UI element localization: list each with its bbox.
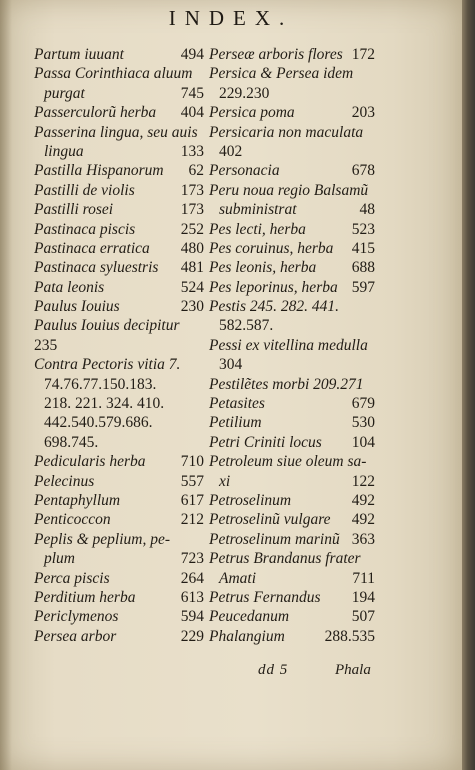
index-entry (34, 473, 204, 492)
index-entry (34, 628, 204, 647)
index-entry (34, 259, 204, 278)
index-entry (34, 356, 204, 375)
index-entry (34, 531, 204, 550)
index-entry (209, 550, 375, 569)
index-entry-page-number: 404 (180, 104, 204, 122)
index-entry (209, 298, 375, 317)
index-entry-page-number: 492 (351, 511, 375, 529)
index-entry-term: Persica & Persea idem (209, 65, 354, 83)
index-entry (34, 414, 204, 433)
index-entry-term: Petroleum siue oleum sa- (209, 453, 367, 471)
index-entry-page-number: 745 (180, 84, 204, 102)
index-entry (209, 376, 375, 395)
index-entry-term: Perseæ arboris flores (209, 46, 343, 63)
index-entry-page-number: 62 (188, 162, 204, 180)
index-entry-term: 235 (34, 336, 58, 354)
index-entry (209, 182, 375, 201)
index-entry-term: Pessi ex vitellina medulla (209, 336, 368, 354)
index-entry-term: Petrus Fernandus (209, 588, 321, 606)
index-entry-page-number: 524 (180, 278, 204, 296)
index-entry-term: Pes coruinus, herba (209, 239, 334, 257)
index-entry (34, 162, 204, 181)
index-entry-page-number: 194 (351, 588, 375, 606)
index-entry (34, 124, 204, 143)
index-entry-term: Petasites (209, 395, 265, 413)
index-entry-term: Pentaphyllum (34, 491, 121, 509)
index-entry-term: Amati (219, 569, 257, 587)
index-entry (34, 104, 204, 123)
index-entry-term: 402 (219, 142, 243, 160)
index-entry (209, 201, 375, 220)
index-entry-term: 74.76.77.150.183. (44, 375, 157, 393)
page-edge (462, 0, 475, 770)
index-entry-term: 582.587. (219, 317, 274, 335)
index-entry-page-number: 172 (351, 46, 375, 63)
index-entry (34, 453, 204, 472)
index-entry (34, 182, 204, 201)
index-entry (209, 240, 375, 259)
index-entry (34, 143, 204, 162)
index-entry (209, 65, 375, 84)
index-entry (34, 240, 204, 259)
index-entry-page-number: 230 (180, 298, 204, 316)
index-entry (209, 473, 375, 492)
index-entry-term: Pes leporinus, herba (209, 278, 338, 296)
index-entry-page-number: 507 (351, 608, 375, 626)
index-entry-term: 442.540.579.686. (44, 414, 153, 432)
index-entry-page-number: 711 (352, 569, 375, 587)
index-entry-page-number: 363 (351, 530, 375, 548)
index-entry-page-number: 613 (180, 588, 204, 606)
index-column-left (34, 46, 204, 647)
index-entry (209, 492, 375, 511)
page-footer (0, 662, 462, 682)
index-entry-term: Partum iuuant (34, 46, 124, 63)
index-entry (34, 570, 204, 589)
index-entry-term: Periclymenos (34, 608, 119, 626)
index-entry-page-number: 173 (180, 201, 204, 219)
index-entry-page-number: 723 (180, 550, 204, 568)
index-entry-page-number: 212 (180, 511, 204, 529)
index-entry-term: Petri Criniti locus (209, 433, 322, 451)
index-entry (209, 608, 375, 627)
index-column-right (209, 46, 375, 647)
index-entry-term: Passa Corinthiaca aluum (34, 65, 193, 83)
index-entry-term: Pastilli de violis (34, 181, 135, 199)
index-entry-term: Petroselinũ vulgare (209, 511, 331, 529)
index-entry-page-number: 617 (180, 491, 204, 509)
index-entry (34, 492, 204, 511)
signature-mark: dd 5 (258, 662, 289, 678)
index-entry (209, 317, 375, 336)
index-entry (209, 162, 375, 181)
index-entry-term: Pastinaca erratica (34, 239, 150, 257)
index-entry-term: Pastilli rosei (34, 201, 114, 219)
index-entry-page-number: 492 (351, 491, 375, 509)
index-entry (209, 511, 375, 530)
index-entry-term: Passerculorũ herba (34, 104, 157, 122)
index-entry (34, 376, 204, 395)
index-entry-term: Persica poma (209, 104, 295, 122)
index-entry (209, 570, 375, 589)
index-entry (209, 434, 375, 453)
index-entry-term: Peplis & peplium, pe- (34, 530, 171, 548)
index-entry-term: Petrus Brandanus frater (209, 550, 361, 568)
index-entry-term: Phalangium (209, 627, 285, 645)
index-entry-term: Perca piscis (34, 569, 110, 587)
index-entry-term: Persea arbor (34, 627, 117, 645)
index-entry-term: Pastilla Hispanorum (34, 162, 164, 180)
index-entry-term: Peucedanum (209, 608, 290, 626)
index-entry-term: Petilium (209, 414, 262, 432)
index-entry (209, 221, 375, 240)
index-entry-page-number: 597 (351, 278, 375, 296)
index-entry-term: 698.745. (44, 433, 99, 451)
index-entry (209, 414, 375, 433)
index-entry-page-number: 481 (180, 259, 204, 277)
index-entry-term: 218. 221. 324. 410. (44, 395, 165, 413)
index-entry (34, 201, 204, 220)
index-entry-page-number: 415 (351, 239, 375, 257)
index-entry-term: plum (44, 550, 75, 568)
index-entry-page-number: 679 (351, 395, 375, 413)
index-entry-page-number: 530 (351, 414, 375, 432)
catchword: Phala (335, 662, 371, 678)
index-entry (209, 589, 375, 608)
index-entry (209, 279, 375, 298)
index-entry-term: Pestilẽtes morbi 209.271 (209, 375, 364, 393)
index-entry (34, 85, 204, 104)
index-entry (209, 124, 375, 143)
index-entry (209, 143, 375, 162)
index-entry (209, 104, 375, 123)
index-entry-page-number: 678 (351, 162, 375, 180)
index-entry-page-number: 557 (180, 472, 204, 490)
index-entry-term: Petroselinum (209, 491, 292, 509)
index-entry (209, 337, 375, 356)
index-entry-term: Penticoccon (34, 511, 111, 529)
index-entry-page-number: 288.535 (324, 627, 375, 645)
index-entry (34, 608, 204, 627)
index-entry-term: Pes lecti, herba (209, 220, 306, 238)
index-entry-term: Pedicularis herba (34, 453, 146, 471)
index-entry-term: Peru noua regio Balsamũ (209, 181, 369, 199)
index-entry-page-number: 252 (180, 220, 204, 238)
index-entry-page-number: 594 (180, 608, 204, 626)
index-entry-term: Contra Pectoris vitia 7. (34, 356, 181, 374)
page-title: INDEX. (168, 6, 294, 30)
index-entry (34, 221, 204, 240)
index-entry-term: Paulus Iouius decipitur (34, 317, 180, 335)
index-entry (209, 356, 375, 375)
index-entry-term: lingua (44, 142, 84, 160)
index-entry (34, 589, 204, 608)
index-entry-term: purgat (44, 84, 85, 102)
index-entry (34, 395, 204, 414)
index-entry-term: Persicaria non maculata (209, 123, 364, 141)
index-entry-term: Petroselinum marinũ (209, 530, 340, 548)
index-entry-term: 229.230 (219, 84, 270, 102)
index-entry-term: 304 (219, 356, 243, 374)
index-entry-term: Pastinaca piscis (34, 220, 136, 238)
index-entry-term: Pelecinus (34, 472, 95, 490)
index-entry (209, 85, 375, 104)
index-entry (34, 65, 204, 84)
index-entry-term: Perditium herba (34, 588, 136, 606)
index-entry-term: Paulus Iouius (34, 298, 120, 316)
index-entry-term: xi (219, 472, 231, 490)
index-entry-page-number: 523 (351, 220, 375, 238)
index-entry-page-number: 710 (180, 453, 204, 471)
index-entry (34, 511, 204, 530)
index-entry-page-number: 173 (180, 181, 204, 199)
index-entry (34, 46, 204, 65)
index-entry (209, 628, 375, 647)
index-entry-term: Pastinaca syluestris (34, 259, 159, 277)
index-entry-term: subministrat (219, 201, 297, 219)
index-entry-page-number: 133 (180, 142, 204, 160)
index-entry-page-number: 480 (180, 239, 204, 257)
index-entry-page-number: 688 (351, 259, 375, 277)
index-entry-term: Pestis 245. 282. 441. (209, 298, 340, 316)
index-entry-page-number: 48 (359, 201, 375, 219)
index-entry (34, 337, 204, 356)
index-entry-page-number: 104 (351, 433, 375, 451)
index-entry-page-number: 122 (351, 472, 375, 490)
index-entry (34, 317, 204, 336)
index-entry (209, 531, 375, 550)
index-entry-page-number: 229 (180, 627, 204, 645)
index-entry (209, 46, 375, 65)
index-entry-page-number: 203 (351, 104, 375, 122)
index-entry (209, 259, 375, 278)
index-entry-term: Personacia (209, 162, 280, 180)
index-entry (34, 434, 204, 453)
index-entry-term: Pes leonis, herba (209, 259, 317, 277)
page-gutter-shadow (0, 0, 12, 770)
index-entry-term: Pata leonis (34, 278, 105, 296)
index-entry (34, 298, 204, 317)
index-entry-page-number: 264 (180, 569, 204, 587)
index-entry (34, 279, 204, 298)
index-entry (209, 453, 375, 472)
index-entry (34, 550, 204, 569)
index-entry-term: Passerina lingua, seu auis (34, 123, 198, 141)
index-entry (209, 395, 375, 414)
index-entry-page-number: 494 (180, 46, 204, 63)
